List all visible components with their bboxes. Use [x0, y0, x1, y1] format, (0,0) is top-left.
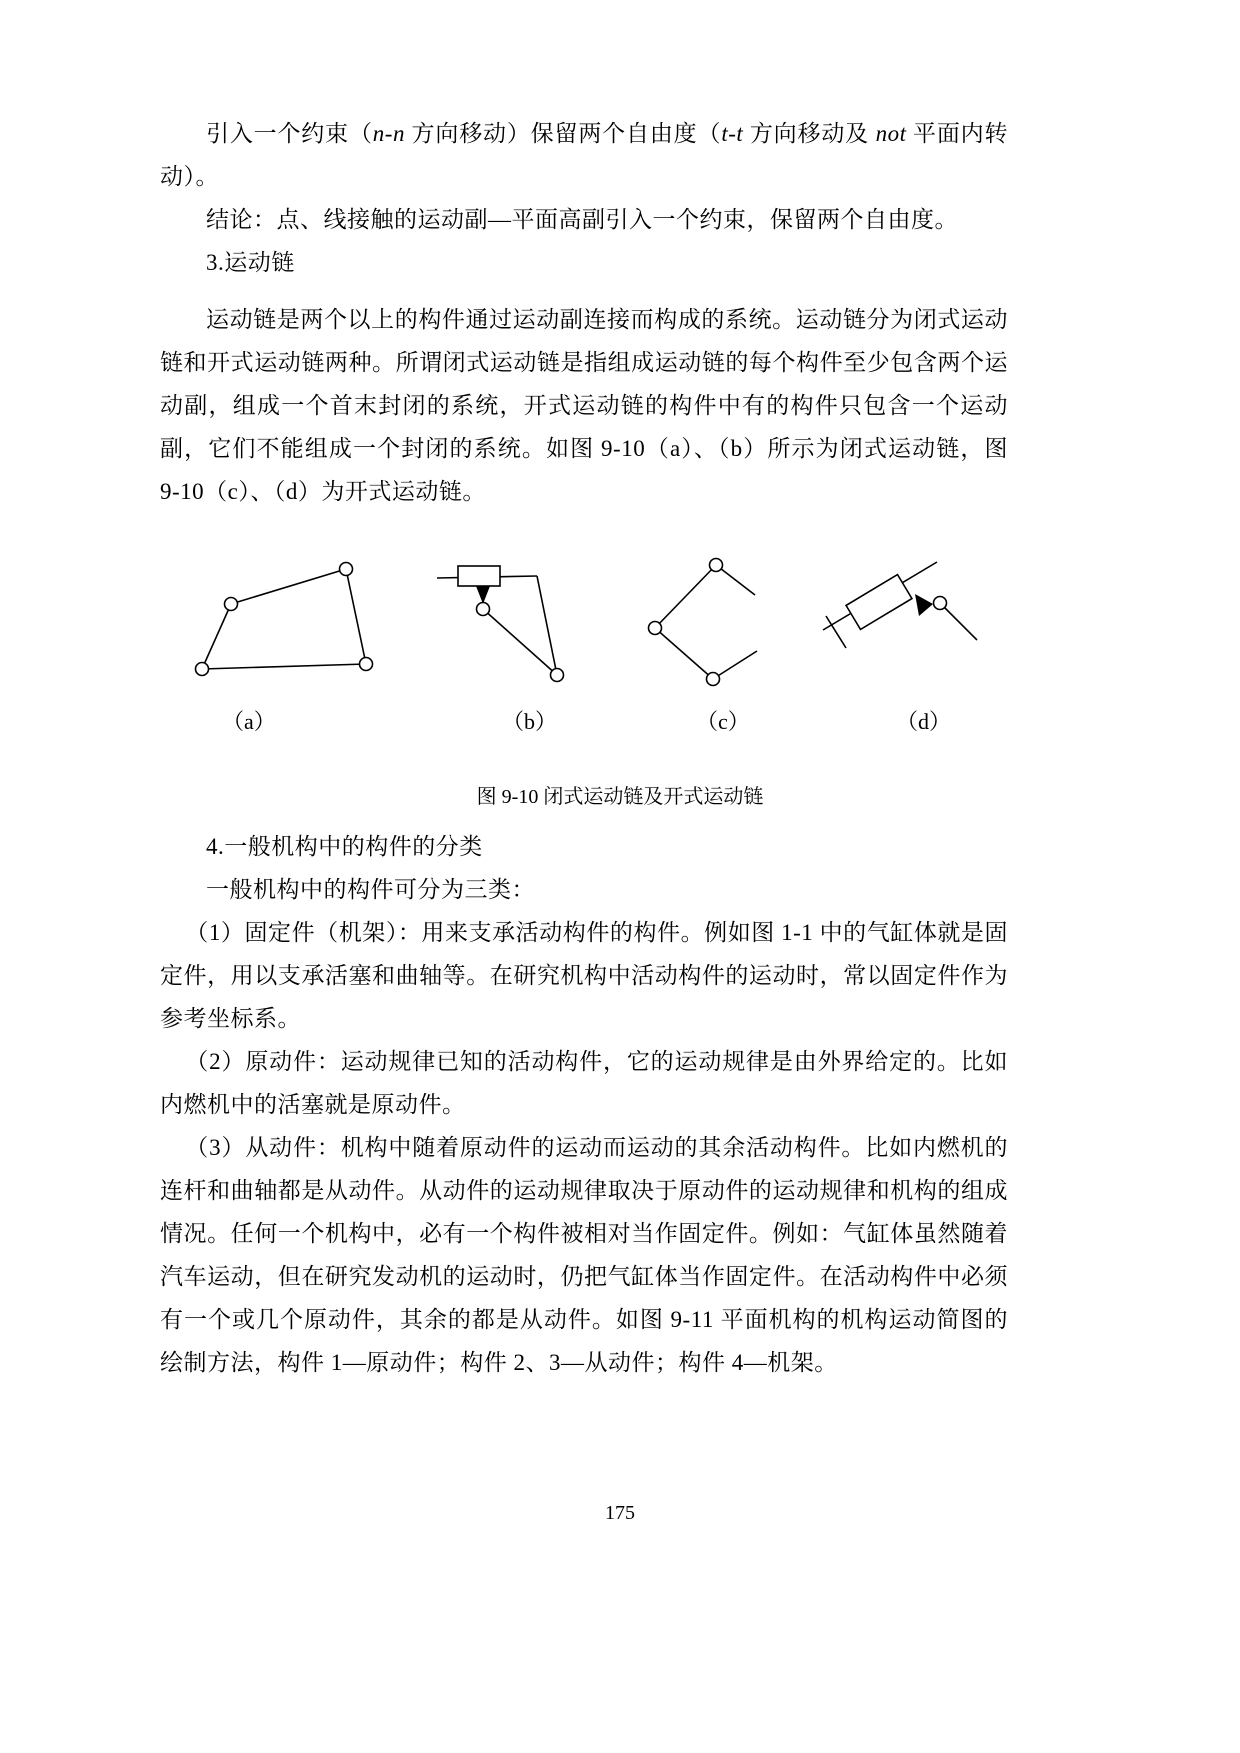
diagram-c-open-chain	[630, 553, 770, 703]
revolute-joints	[934, 597, 947, 610]
links	[437, 576, 557, 675]
figure-label-d: （d）	[896, 709, 952, 734]
paragraph-item-2-driving-member: （2）原动件：运动规律已知的活动构件，它的运动规律是由外界给定的。比如内燃机中的活塞就是原动件。	[160, 1049, 1008, 1117]
paragraph-item-3-driven-member: （3）从动件：机构中随着原动件的运动而运动的其余活动构件。比如内燃机的连杆和曲轴都是从动件。从动件的运动规律取决于原动件的运动规律和机构的组成情况。任何一个机构中，必有一个构件被相对当作固定件。例如：气缸体虽然随着汽车运动，但在研究发动机的运动时，仍把气缸体当作固定件。在活动构件中必须有一个或几个原动件，其余的都是从动件。如图 9-11 平面机构的机构运动简图的绘制方法，构件 1—原动件；构件 2、3—从动件；构件 4—机架。	[160, 1135, 1008, 1375]
page-number: 175	[605, 1502, 635, 1524]
slider-block	[846, 575, 912, 630]
math-var-not: not	[875, 121, 907, 146]
figure-caption: 图 9-10 闭式运动链及开式运动链	[476, 786, 764, 808]
text-run: 方向移动及	[743, 121, 876, 146]
figure-9-10	[0, 553, 1240, 753]
revolute-joints	[196, 563, 373, 676]
links	[202, 569, 366, 669]
pin-marker	[476, 586, 490, 604]
diagram-d-open-chain-slider	[815, 558, 1000, 693]
math-var-nn: n-n	[372, 121, 405, 146]
figure-label-b: （b）	[502, 709, 558, 734]
diagram-a-closed-chain	[185, 558, 385, 693]
pin-marker	[915, 594, 933, 616]
text-run: 平面内转动）。	[160, 121, 1009, 189]
revolute-joints	[649, 559, 723, 686]
paragraph-item-1-fixed-member: （1）固定件（机架）：用来支承活动构件的构件。例如图 1-1 中的气缸体就是固定件，用以支承活塞和曲轴等。在研究机构中活动构件的运动时，常以固定件作为参考坐标系。	[160, 920, 1008, 1031]
slider-block-group	[846, 575, 912, 630]
paragraph-kinematic-chain: 运动链是两个以上的构件通过运动副连接而构成的系统。运动链分为闭式运动链和开式运动链两种。所谓闭式运动链是指组成运动链的每个构件至少包含两个运动副，组成一个首末封闭的系统，开式运动链的构件中有的构件只包含一个运动副，它们不能组成一个封闭的系统。如图 9-10（a）、（b）所示为闭式运动链，图 9-10（c）、（d）为开式运动链。	[160, 307, 1008, 504]
paragraph-constraint-line	[160, 112, 1008, 198]
heading-3-kinematic-chain: 3.运动链	[206, 250, 295, 275]
diagram-b-closed-chain-slider	[430, 558, 580, 698]
paragraph-three-types-intro: 一般机构中的构件可分为三类：	[206, 877, 535, 902]
text-run: 引入一个约束（	[206, 121, 373, 146]
text-run: 方向移动）保留两个自由度（	[404, 121, 722, 146]
slider-block	[458, 566, 500, 586]
figure-label-a: （a）	[222, 709, 276, 734]
paragraph-conclusion: 结论：点、线接触的运动副—平面高副引入一个约束，保留两个自由度。	[206, 207, 958, 232]
figure-label-c: （c）	[696, 709, 750, 734]
math-var-tt: t-t	[721, 121, 744, 146]
heading-4-component-classification: 4.一般机构中的构件的分类	[206, 834, 483, 859]
links	[655, 565, 757, 679]
